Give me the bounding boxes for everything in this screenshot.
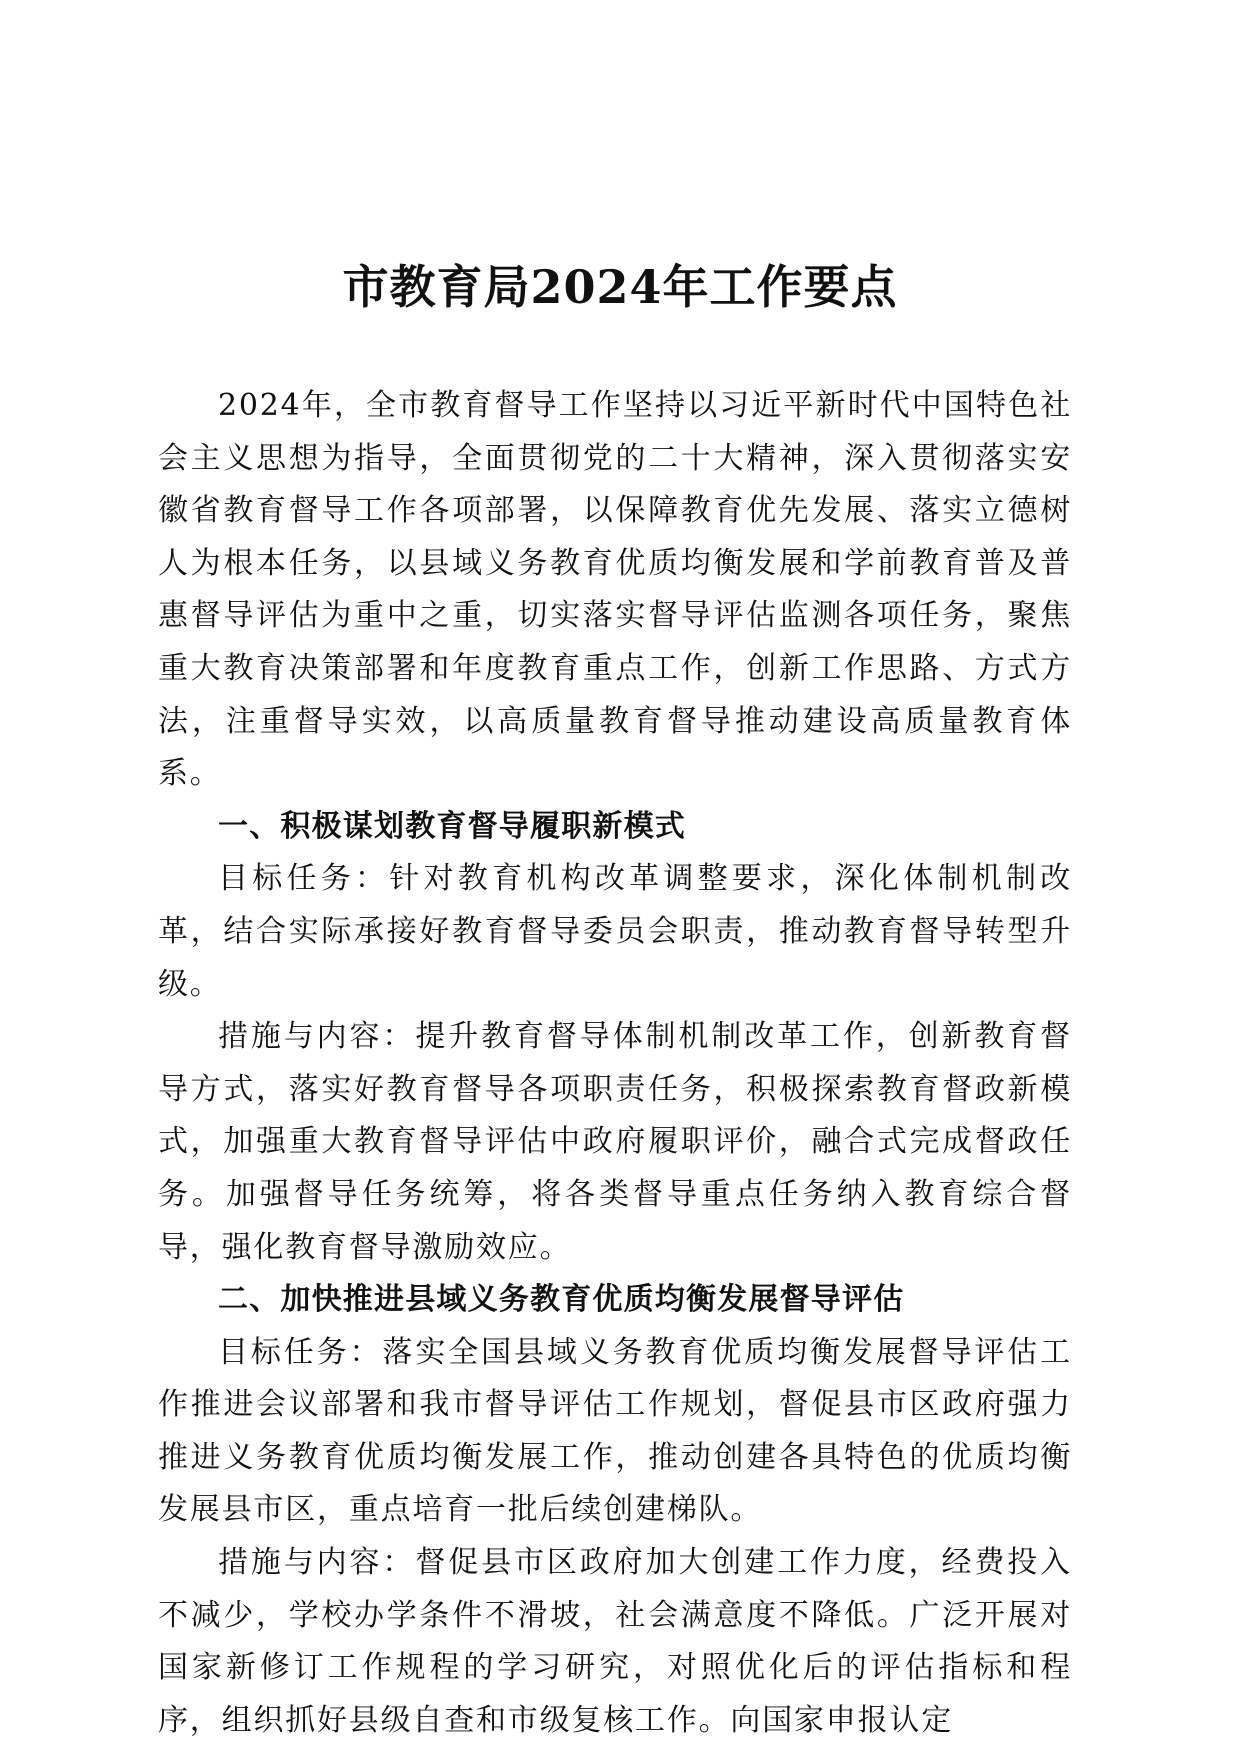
section-1-goal: 目标任务：针对教育机构改革调整要求，深化体制机制改革，结合实际承接好教育督导委员会职责，推动教育督导转型升级。 [158, 861, 1072, 1002]
document-title: 市教育局2024年工作要点 [342, 260, 898, 314]
section-2-heading: 二、加快推进县域义务教育优质均衡发展督导评估 [218, 1282, 905, 1318]
section-2-measures: 措施与内容：督促县市区政府加大创建工作力度，经费投入不减少，学校办学条件不滑坡，社会满意度不降低。广泛开展对国家新修订工作规程的学习研究，对照优化后的评估指标和程序，组织抓好县级自查和市级复核工作。向国家申报认定 [158, 1545, 1072, 1738]
intro-paragraph: 2024年，全市教育督导工作坚持以习近平新时代中国特色社会主义思想为指导，全面贯彻党的二十大精神，深入贯彻落实安徽省教育督导工作各项部署，以保障教育优先发展、落实立德树人为根本任务，以县域义务教育优质均衡发展和学前教育普及普惠督导评估为重中之重，切实落实督导评估监测各项任务，聚焦重大教育决策部署和年度教育重点工作，创新工作思路、方式方法，注重督导实效，以高质量教育督导推动建设高质量教育体系。 [158, 388, 1072, 792]
section-1-heading: 一、积极谋划教育督导履职新模式 [218, 808, 686, 844]
document-body [158, 380, 1072, 1747]
section-2-goal: 目标任务：落实全国县域义务教育优质均衡发展督导评估工作推进会议部署和我市督导评估工作规划，督促县市区政府强力推进义务教育优质均衡发展工作，推动创建各具特色的优质均衡发展县市区，重点培育一批后续创建梯队。 [158, 1334, 1072, 1528]
section-1-measures: 措施与内容：提升教育督导体制机制改革工作，创新教育督导方式，落实好教育督导各项职责任务，积极探索教育督政新模式，加强重大教育督导评估中政府履职评价，融合式完成督政任务。加强督导任务统筹，将各类督导重点任务纳入教育综合督导，强化教育督导激励效应。 [158, 1019, 1072, 1265]
